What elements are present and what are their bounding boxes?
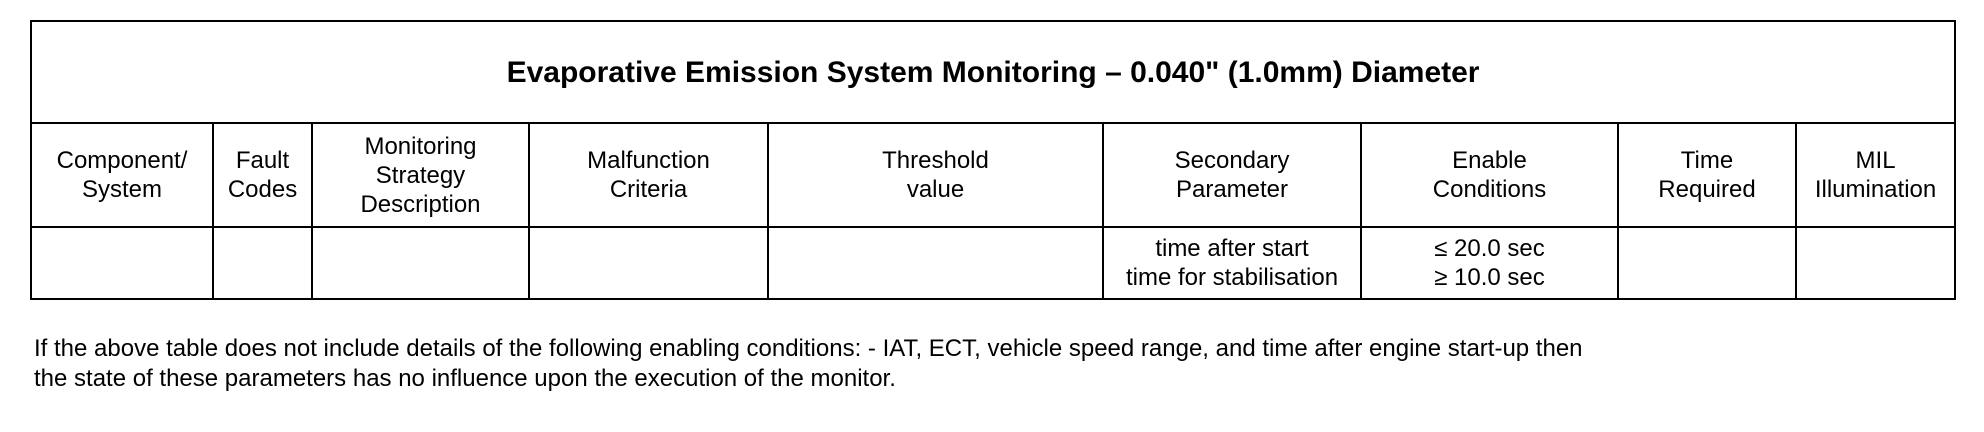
header-fault-codes: Fault Codes [213, 123, 312, 227]
cell-enable-conditions [1361, 227, 1618, 299]
cell-component-system [31, 227, 213, 299]
secondary-param-time-after-start: time after start [1155, 235, 1309, 262]
cell-monitoring-strategy [312, 227, 529, 299]
monitoring-table-container [30, 20, 1956, 300]
monitoring-table [30, 20, 1956, 300]
cell-secondary-parameter [1103, 227, 1361, 299]
cell-fault-codes [213, 227, 312, 299]
header-enable-conditions: Enable Conditions [1361, 123, 1618, 227]
header-component-system: Component/ System [31, 123, 213, 227]
enable-condition-2: ≥ 10.0 sec [1434, 264, 1545, 291]
footnote [34, 334, 1934, 394]
cell-time-required [1618, 227, 1796, 299]
footnote-line-1: If the above table does not include details of the following enabling conditions: - IAT, ECT, vehicle speed range, and time after engine start-up then [34, 335, 1583, 362]
header-malfunction-criteria: Malfunction Criteria [529, 123, 768, 227]
header-secondary-parameter: Secondary Parameter [1103, 123, 1361, 227]
footnote-line-2: the state of these parameters has no influence upon the execution of the monitor. [34, 365, 896, 392]
table-row [31, 227, 1955, 299]
header-threshold-value: Threshold value [768, 123, 1103, 227]
cell-mil-illumination [1796, 227, 1955, 299]
header-monitoring-strategy: Monitoring Strategy Description [312, 123, 529, 227]
header-row [31, 123, 1955, 227]
header-time-required: Time Required [1618, 123, 1796, 227]
cell-malfunction-criteria [529, 227, 768, 299]
table-title: Evaporative Emission System Monitoring – 0.040" (1.0mm) Diameter [31, 21, 1955, 123]
header-mil-illumination: MIL Illumination [1796, 123, 1955, 227]
enable-condition-1: ≤ 20.0 sec [1434, 235, 1545, 262]
secondary-param-time-for-stabilisation: time for stabilisation [1125, 264, 1339, 291]
cell-threshold-value [768, 227, 1103, 299]
